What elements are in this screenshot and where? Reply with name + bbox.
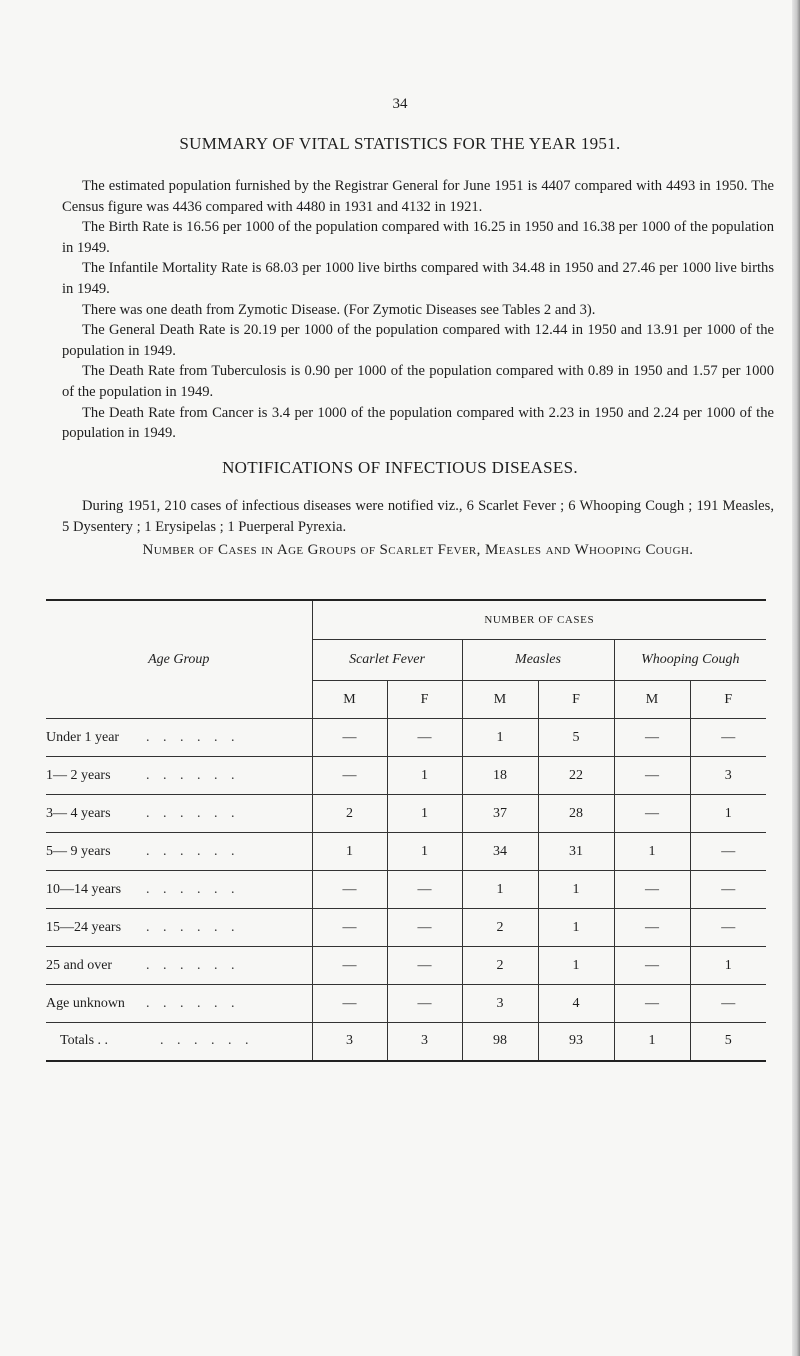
totals-row — [46, 1023, 766, 1061]
table-cell: 2 — [462, 947, 538, 985]
sex-header: F — [690, 681, 766, 719]
table-cell: — — [614, 795, 690, 833]
table-cell: 1 — [538, 947, 614, 985]
age-group-label: 15—24 years — [46, 919, 122, 935]
table-cell: 28 — [538, 795, 614, 833]
leader-dots: . . . . . . — [146, 729, 240, 745]
total-cell: 1 — [614, 1023, 690, 1061]
table-cell: — — [312, 871, 387, 909]
age-group-label: 10—14 years — [46, 881, 122, 897]
table-cell: — — [690, 719, 766, 757]
table-cell: — — [614, 871, 690, 909]
paragraph-cancer: The Death Rate from Cancer is 3.4 per 1000 of the population compared with 2.23 in 1950 and 2.24 per 1000 of the population in 1949. — [62, 404, 774, 442]
table-cell: 31 — [538, 833, 614, 871]
vital-statistics-summary — [62, 176, 774, 444]
table-cell: 1 — [614, 833, 690, 871]
table-cell: 1 — [312, 833, 387, 871]
table-cell: — — [387, 909, 462, 947]
page-number: 34 — [392, 96, 408, 112]
table-cell: 2 — [312, 795, 387, 833]
paragraph-population: The estimated population furnished by the Registrar General for June 1951 is 4407 compared with 4493 in 1950. The Census figure was 4436 compared with 4480 in 1931 and 4132 in 1921. — [62, 178, 774, 215]
table-cell: — — [614, 719, 690, 757]
table-cell: — — [690, 985, 766, 1023]
table-cell: 2 — [462, 909, 538, 947]
table-row — [46, 871, 766, 909]
notifications-section — [62, 496, 774, 537]
table-cell: — — [312, 947, 387, 985]
table-cell: — — [614, 909, 690, 947]
paragraph-birth-rate: The Birth Rate is 16.56 per 1000 of the population compared with 16.25 in 1950 and 16.38 per 1000 of the population in 1949. — [62, 219, 774, 256]
leader-dots: . . . . . . — [146, 881, 240, 897]
number-of-cases-header: NUMBER OF CASES — [312, 600, 766, 640]
table-cell: 34 — [462, 833, 538, 871]
table-cell: — — [614, 985, 690, 1023]
sex-header: M — [343, 691, 356, 707]
table-cell: — — [312, 909, 387, 947]
table-cell: — — [387, 719, 462, 757]
table-cell: — — [690, 909, 766, 947]
scarlet-fever-header: Scarlet Fever — [312, 640, 462, 681]
table-cell: 3 — [690, 757, 766, 795]
paragraph-infantile-mortality: The Infantile Mortality Rate is 68.03 per 1000 live births compared with 34.48 in 1950 and 27.46 per 1000 live births in 1949. — [62, 260, 774, 297]
table-cell: 4 — [538, 985, 614, 1023]
table-cell: 5 — [538, 719, 614, 757]
leader-dots: . . . . . . — [146, 805, 240, 821]
table-row — [46, 795, 766, 833]
paragraph-general-death-rate: The General Death Rate is 20.19 per 1000 of the population compared with 12.44 in 1950 and 13.91 per 1000 of the population in 1949. — [62, 322, 774, 359]
age-group-label: Under 1 year — [46, 729, 120, 745]
leader-dots: . . . . . . — [146, 843, 240, 859]
table-cell: — — [690, 833, 766, 871]
leader-dots: . . . . . . — [146, 957, 240, 973]
table-cell: 1 — [462, 719, 538, 757]
table-row — [46, 985, 766, 1023]
sex-header: F — [387, 681, 462, 719]
leader-dots: . . . . . . — [146, 919, 240, 935]
notifications-paragraph: During 1951, 210 cases of infectious diseases were notified viz., 6 Scarlet Fever ; 6 Whooping Cough ; 191 Measles, 5 Dysentery ; 1 Erysipelas ; 1 Puerperal Pyrexia. — [62, 498, 774, 535]
table-cell: — — [690, 871, 766, 909]
leader-dots: . . . . . . — [146, 767, 240, 783]
sex-header: M — [614, 681, 690, 719]
total-cell: 93 — [538, 1023, 614, 1061]
table-cell: — — [312, 757, 387, 795]
table-cell: 1 — [690, 795, 766, 833]
table-cell: 18 — [462, 757, 538, 795]
table-cell: 1 — [538, 871, 614, 909]
leader-dots: . . . . . . — [160, 1033, 254, 1049]
table-cell: 1 — [387, 757, 462, 795]
table-row — [46, 909, 766, 947]
totals-label: Totals . . — [60, 1033, 109, 1049]
table-cell: — — [312, 719, 387, 757]
age-group-label: Age unknown — [46, 995, 125, 1011]
table-cell: 1 — [387, 795, 462, 833]
age-group-label: 25 and over — [46, 957, 113, 973]
table-cell: — — [312, 985, 387, 1023]
table-cell: 1 — [462, 871, 538, 909]
table-cell: — — [614, 947, 690, 985]
whooping-cough-header: Whooping Cough — [614, 640, 766, 681]
table-cell: — — [387, 871, 462, 909]
table-cell: — — [387, 947, 462, 985]
table-cell: 22 — [538, 757, 614, 795]
paragraph-zymotic-disease: There was one death from Zymotic Disease. (For Zymotic Diseases see Tables 2 and 3). — [82, 301, 596, 318]
age-group-label: 1— 2 years — [46, 767, 111, 783]
sex-header: M — [462, 681, 538, 719]
table-row — [46, 719, 766, 757]
age-group-label: 5— 9 years — [46, 843, 111, 859]
table-row — [46, 947, 766, 985]
leader-dots: . . . . . . — [146, 995, 240, 1011]
table-cell: 3 — [462, 985, 538, 1023]
table-cell: — — [387, 985, 462, 1023]
table-cell: 1 — [690, 947, 766, 985]
table-cell: 1 — [538, 909, 614, 947]
total-cell: 98 — [462, 1023, 538, 1061]
total-cell: 3 — [312, 1023, 387, 1061]
age-group-header: Age Group — [46, 600, 312, 719]
paragraph-tuberculosis: The Death Rate from Tuberculosis is 0.90 per 1000 of the population compared with 0.89 in 1950 and 1.57 per 1000 of the population in 1949. — [62, 363, 774, 400]
table-row — [46, 833, 766, 871]
table-cell: — — [614, 757, 690, 795]
table-row — [46, 757, 766, 795]
age-group-label: 3— 4 years — [46, 805, 111, 821]
page-title: SUMMARY OF VITAL STATISTICS FOR THE YEAR 1951. — [179, 134, 621, 153]
total-cell: 3 — [387, 1023, 462, 1061]
cases-by-age-table — [46, 599, 766, 1062]
table-cell: 1 — [387, 833, 462, 871]
sex-header: F — [538, 681, 614, 719]
table-caption: Number of Cases in Age Groups of Scarlet Fever, Measles and Whooping Cough. — [142, 542, 694, 558]
notifications-heading: NOTIFICATIONS OF INFECTIOUS DISEASES. — [222, 458, 578, 477]
total-cell: 5 — [690, 1023, 766, 1061]
table-cell: 37 — [462, 795, 538, 833]
page-edge-shadow — [792, 0, 800, 1356]
measles-header: Measles — [462, 640, 614, 681]
